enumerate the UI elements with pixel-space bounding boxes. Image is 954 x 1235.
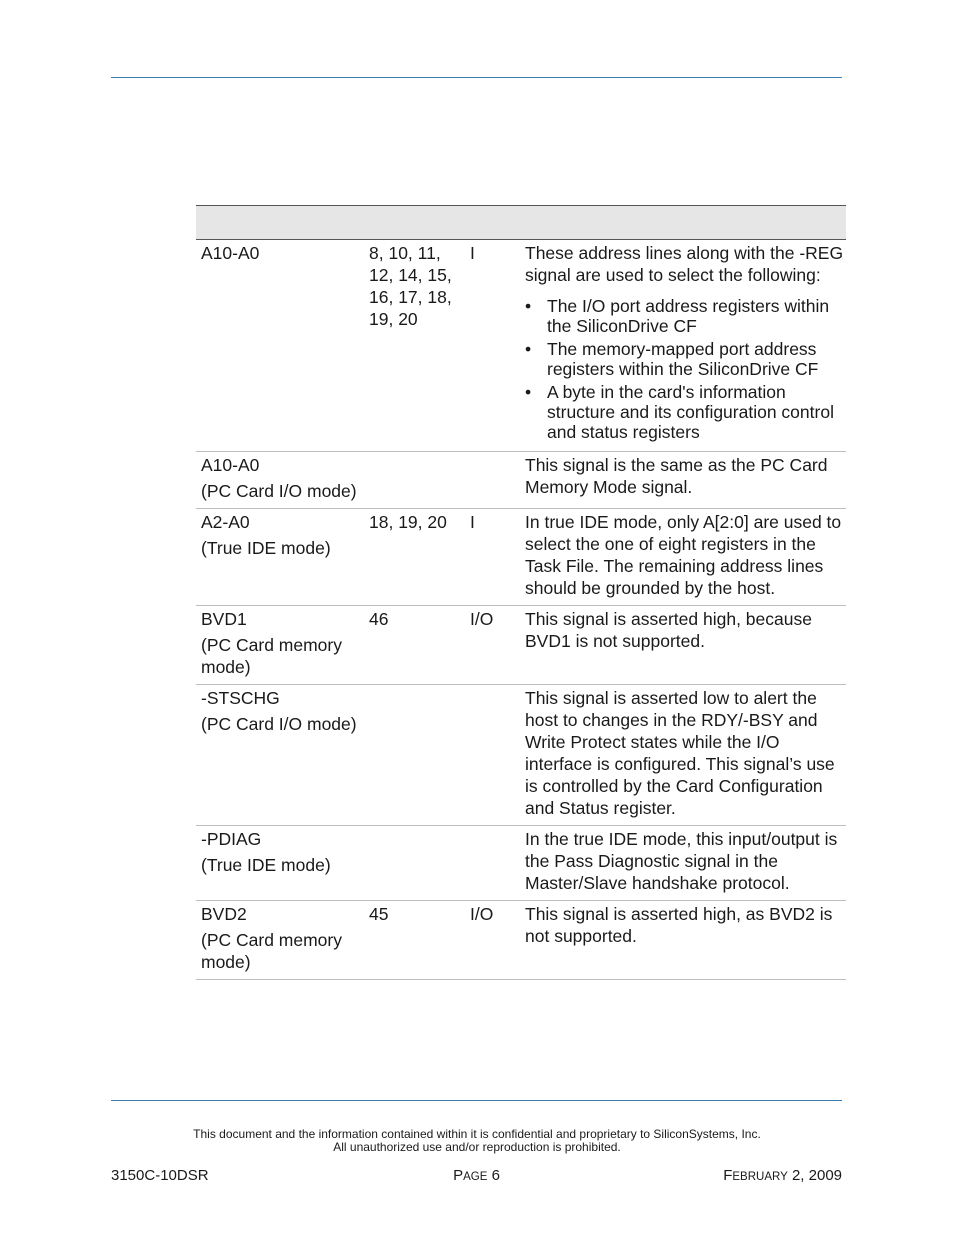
- header-cell-description: [520, 206, 846, 240]
- header-rule: [111, 77, 842, 78]
- description-cell: [520, 240, 846, 452]
- signal-name: BVD2: [201, 904, 247, 924]
- signal-mode: (PC Card memory mode): [201, 635, 342, 677]
- bullet-list: [525, 296, 846, 442]
- signal-mode: (PC Card I/O mode): [201, 481, 357, 501]
- signal-mode: (True IDE mode): [201, 855, 331, 875]
- bullet-icon: •: [525, 339, 532, 359]
- signal-name: A10-A0: [201, 455, 260, 475]
- description-cell: [520, 685, 846, 826]
- notice-line-2: All unauthorized use and/or reproduction is prohibited.: [333, 1140, 621, 1154]
- description-text: In true IDE mode, only A[2:0] are used to select the one of eight registers in the Task File. The remaining address lines should be grounded by the host.: [525, 512, 842, 598]
- document-id: 3150C-10DSR: [111, 1167, 209, 1184]
- description-text: This signal is asserted high, as BVD2 is not supported.: [525, 904, 833, 946]
- io-cell: [465, 452, 520, 509]
- header-cell-io: [465, 206, 520, 240]
- pin-cell: [364, 685, 465, 826]
- pin-cell: 45: [364, 901, 465, 980]
- table-row: [196, 240, 846, 452]
- pin-cell: 8, 10, 11, 12, 14, 15, 16, 17, 18, 19, 20: [364, 240, 465, 452]
- signal-name: -STSCHG: [201, 688, 280, 708]
- pin-cell: 18, 19, 20: [364, 509, 465, 606]
- description-cell: [520, 606, 846, 685]
- signal-name: BVD1: [201, 609, 247, 629]
- signal-description-table: [196, 205, 846, 980]
- bullet-icon: •: [525, 382, 532, 402]
- list-item: • The memory-mapped port address registers within the SiliconDrive CF: [525, 339, 819, 379]
- footer-rule: [111, 1100, 842, 1101]
- signal-cell: [196, 606, 364, 685]
- signal-name: A10-A0: [201, 243, 260, 263]
- description-cell: [520, 452, 846, 509]
- description-text: This signal is asserted high, because BVD1 is not supported.: [525, 609, 812, 651]
- table-row: [196, 826, 846, 901]
- signal-name: -PDIAG: [201, 829, 262, 849]
- description-text: In the true IDE mode, this input/output is the Pass Diagnostic signal in the Master/Slave handshake protocol.: [525, 829, 838, 893]
- signal-mode: (PC Card I/O mode): [201, 714, 357, 734]
- confidentiality-notice: [0, 1128, 954, 1154]
- table-row: [196, 606, 846, 685]
- bullet-icon: •: [525, 296, 532, 316]
- header-cell-signal: [196, 206, 364, 240]
- description-cell: [520, 901, 846, 980]
- io-cell: I: [465, 240, 520, 452]
- pin-cell: 46: [364, 606, 465, 685]
- description-text: This signal is asserted low to alert the host to changes in the RDY/-BSY and Write Protect states while the I/O interface is configured. This signal’s use is controlled by the Card Configuration and Status register.: [525, 688, 835, 818]
- table-row: [196, 509, 846, 606]
- description-cell: [520, 826, 846, 901]
- table-row: [196, 452, 846, 509]
- io-cell: [465, 826, 520, 901]
- signal-mode: (PC Card memory mode): [201, 930, 342, 972]
- signal-cell: [196, 901, 364, 980]
- list-item: • The I/O port address registers within the SiliconDrive CF: [525, 296, 830, 336]
- io-cell: I/O: [465, 606, 520, 685]
- document-date: FEBRUARY 2, 2009: [723, 1167, 842, 1184]
- signal-cell: [196, 240, 364, 452]
- header-cell-pins: [364, 206, 465, 240]
- io-cell: I/O: [465, 901, 520, 980]
- table-row: [196, 685, 846, 826]
- signal-mode: (True IDE mode): [201, 538, 331, 558]
- table-header-row: [196, 206, 846, 240]
- notice-line-1: This document and the information contained within it is confidential and proprietary to SiliconSystems, Inc.: [193, 1127, 761, 1141]
- signal-cell: [196, 452, 364, 509]
- signal-cell: [196, 685, 364, 826]
- description-text: This signal is the same as the PC Card Memory Mode signal.: [525, 455, 828, 497]
- description-text: These address lines along with the -REG signal are used to select the following:: [525, 243, 844, 285]
- list-item: • A byte in the card's information structure and its configuration control and status registers: [525, 382, 834, 442]
- table-row: [196, 901, 846, 980]
- io-cell: [465, 685, 520, 826]
- description-cell: [520, 509, 846, 606]
- page-number: PAGE 6: [453, 1167, 500, 1184]
- signal-name: A2-A0: [201, 512, 250, 532]
- io-cell: I: [465, 509, 520, 606]
- signal-cell: [196, 826, 364, 901]
- pin-cell: [364, 452, 465, 509]
- signal-cell: [196, 509, 364, 606]
- pin-cell: [364, 826, 465, 901]
